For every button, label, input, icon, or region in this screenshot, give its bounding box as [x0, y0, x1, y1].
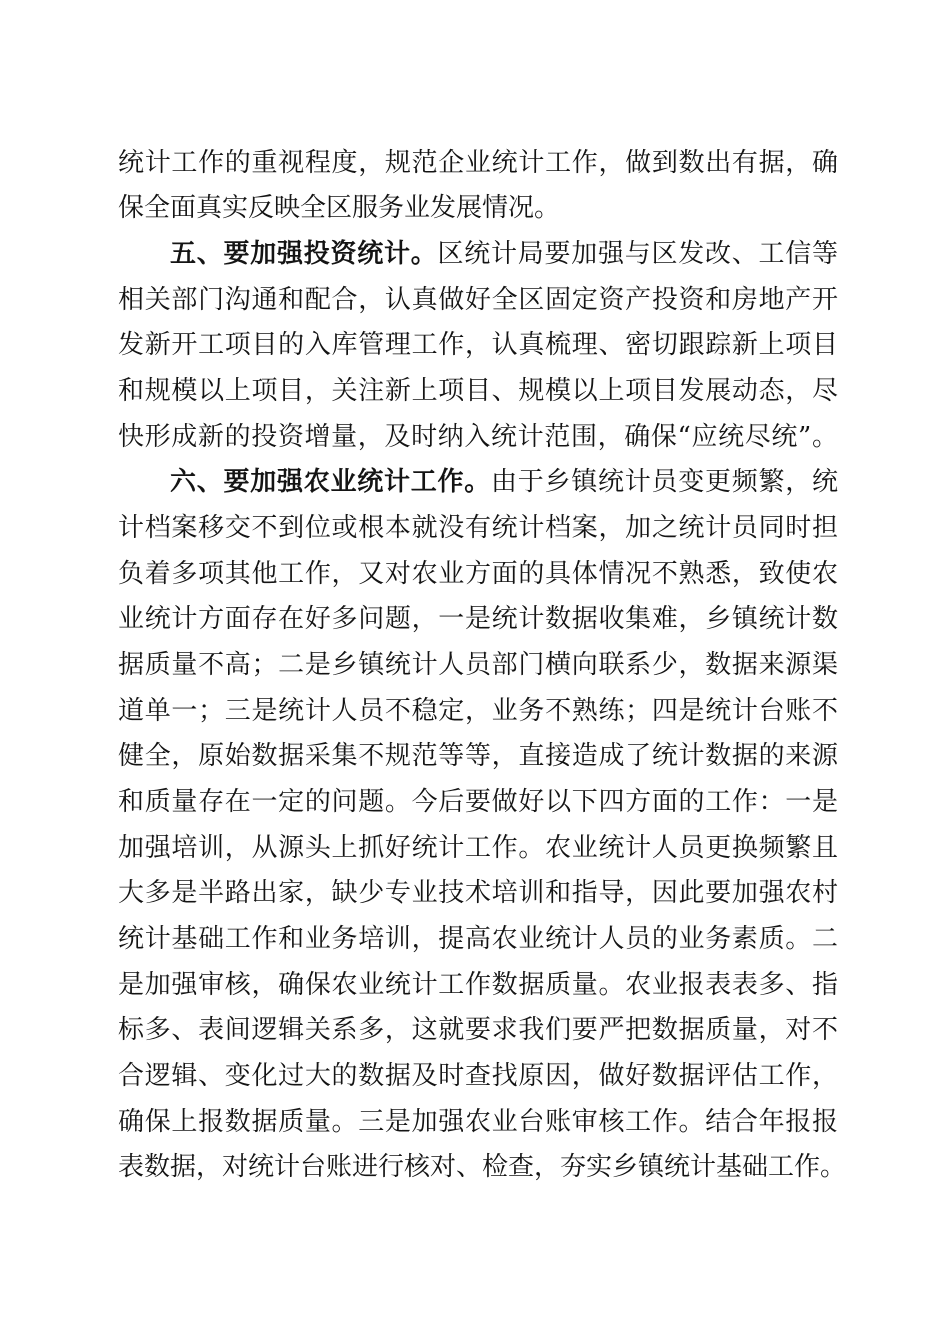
section-heading-investment: 五、要加强投资统计。	[170, 239, 438, 269]
text-line: 快形成新的投资增量，及时纳入统计范围，确保“应统尽统”。	[118, 422, 838, 452]
text-line: 负着多项其他工作，又对农业方面的具体情况不熟悉，致使农	[118, 559, 838, 589]
text-line: 和规模以上项目，关注新上项目、规模以上项目发展动态，尽	[118, 376, 838, 406]
paragraph-first-line	[170, 232, 838, 276]
text-line: 健全，原始数据采集不规范等等，直接造成了统计数据的来源	[118, 741, 838, 771]
text-line: 和质量存在一定的问题。今后要做好以下四方面的工作：一是	[118, 787, 838, 817]
text-line: 据质量不高；二是乡镇统计人员部门横向联系少，数据来源渠	[118, 650, 838, 680]
text-line: 大多是半路出家，缺少专业技术培训和指导，因此要加强农村	[118, 878, 838, 908]
text-line: 加强培训，从源头上抓好统计工作。农业统计人员更换频繁且	[118, 833, 838, 863]
text-line: 表数据，对统计台账进行核对、检查，夯实乡镇统计基础工作。	[118, 1152, 847, 1182]
text-line: 相关部门沟通和配合，认真做好全区固定资产投资和房地产开	[118, 285, 838, 315]
text-line: 业统计方面存在好多问题，一是统计数据收集难，乡镇统计数	[118, 604, 838, 634]
section-heading-agriculture: 六、要加强农业统计工作。	[170, 467, 491, 497]
text-line: 标多、表间逻辑关系多，这就要求我们要严把数据质量，对不	[118, 1015, 838, 1045]
text-segment: 区统计局要加强与区发改、工信等	[437, 239, 838, 269]
text-line: 道单一；三是统计人员不稳定，业务不熟练；四是统计台账不	[118, 696, 838, 726]
text-line: 合逻辑、变化过大的数据及时查找原因，做好数据评估工作，	[118, 1061, 838, 1091]
paragraph-first-line	[170, 460, 838, 504]
text-line: 计档案移交不到位或根本就没有统计档案，加之统计员同时担	[118, 513, 838, 543]
text-line: 保全面真实反映全区服务业发展情况。	[118, 193, 561, 223]
text-line: 统计工作的重视程度，规范企业统计工作，做到数出有据，确	[118, 148, 838, 178]
text-line: 是加强审核，确保农业统计工作数据质量。农业报表表多、指	[118, 970, 838, 1000]
text-segment: 由于乡镇统计员变更频繁，统	[491, 467, 838, 497]
text-line: 确保上报数据质量。三是加强农业台账审核工作。结合年报报	[118, 1107, 838, 1137]
text-line: 统计基础工作和业务培训，提高农业统计人员的业务素质。二	[118, 924, 838, 954]
text-line: 发新开工项目的入库管理工作，认真梳理、密切跟踪新上项目	[118, 330, 838, 360]
